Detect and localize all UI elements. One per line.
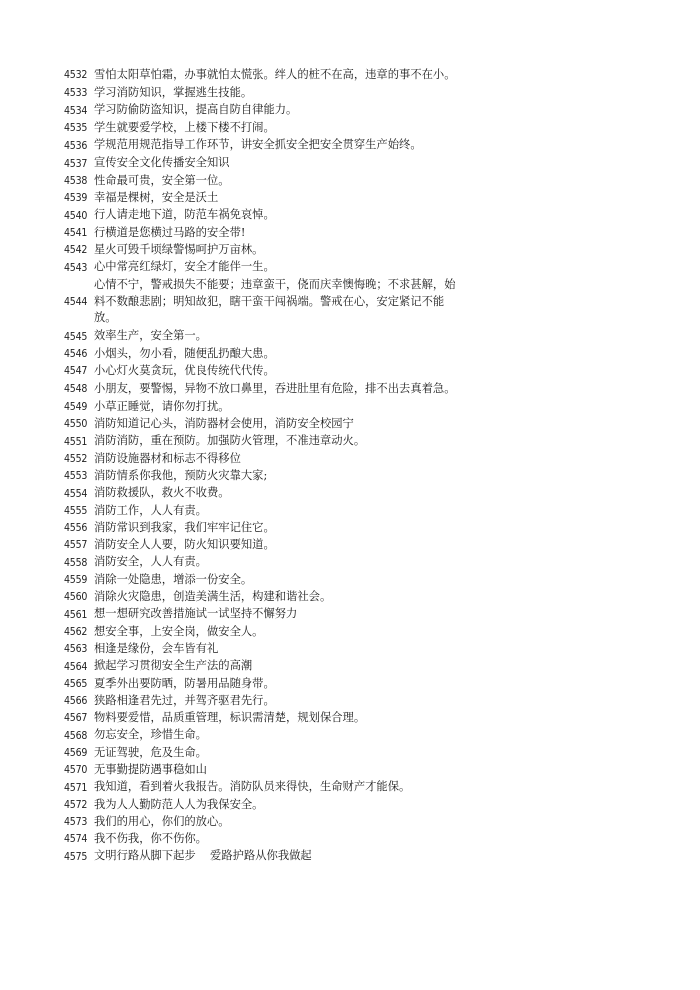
entry-text: 我知道，看到着火我报告。消防队员来得快，生命财产才能保。 xyxy=(94,780,411,794)
entry-number: 4550 xyxy=(64,418,88,431)
list-item xyxy=(64,242,456,259)
entry-text: 宣传安全文化传播安全知识 xyxy=(94,156,230,170)
list-item xyxy=(64,762,456,779)
entry-number: 4546 xyxy=(64,347,88,360)
entry-number: 4540 xyxy=(64,209,88,222)
entry-text: 狭路相逢君先过，并驾齐驱君先行。 xyxy=(94,693,275,707)
entry-text: 学习防偷防盗知识，提高自防自律能力。 xyxy=(94,103,298,117)
list-item xyxy=(64,66,456,85)
entry-text: 想一想研究改善措施试一试坚持不懈努力 xyxy=(94,607,298,621)
list-item xyxy=(64,450,456,467)
entry-number: 4536 xyxy=(64,139,88,152)
list-item xyxy=(64,102,456,119)
entry-text: 文明行路从脚下起步 爱路护路从你我做起 xyxy=(94,849,312,863)
entry-text: 小心灯火莫贪玩，优良传统代代传。 xyxy=(94,363,275,377)
list-item xyxy=(64,520,456,537)
list-item xyxy=(64,363,456,380)
entry-text: 学规范用规范指导工作环节，讲安全抓安全把安全贯穿生产始终。 xyxy=(94,138,422,152)
entry-number: 4552 xyxy=(64,452,88,465)
list-item xyxy=(64,85,456,102)
list-item xyxy=(64,380,456,399)
entry-number: 4534 xyxy=(64,104,88,117)
entry-text: 物料要爱惜，品质重管理，标识需清楚，规划保合理。 xyxy=(94,711,366,725)
entry-text: 小草正睡觉，请你勿打扰。 xyxy=(94,399,230,413)
entry-number: 4568 xyxy=(64,729,88,742)
entry-text: 小烟头，勿小看，随便乱扔酿大患。 xyxy=(94,346,275,360)
entry-text: 消防安全人人要，防火知识要知道。 xyxy=(94,538,275,552)
slogan-list xyxy=(64,66,456,865)
entry-text: 掀起学习贯彻安全生产法的高潮 xyxy=(94,659,253,673)
entry-text: 我们的用心，你们的放心。 xyxy=(94,814,230,828)
entry-number: 4544 xyxy=(64,296,88,309)
entry-text: 学生就要爱学校，上楼下楼不打闹。 xyxy=(94,120,275,134)
list-item xyxy=(64,328,456,345)
entry-number: 4555 xyxy=(64,504,88,517)
entry-number: 4535 xyxy=(64,121,88,134)
list-item xyxy=(64,796,456,813)
entry-number: 4545 xyxy=(64,330,88,343)
entry-text: 消防消防，重在预防。加强防火管理，不准违章动火。 xyxy=(94,434,366,448)
entry-number: 4533 xyxy=(64,87,88,100)
entry-number: 4554 xyxy=(64,487,88,500)
list-item xyxy=(64,119,456,136)
entry-text: 效率生产，安全第一。 xyxy=(94,329,207,343)
entry-number: 4541 xyxy=(64,226,88,239)
list-item xyxy=(64,675,456,692)
entry-number: 4571 xyxy=(64,781,88,794)
entry-text: 想安全事，上安全岗，做安全人。 xyxy=(94,624,264,638)
entry-number: 4553 xyxy=(64,470,88,483)
list-item xyxy=(64,692,456,709)
list-item xyxy=(64,468,456,485)
entry-text: 消防设施器材和标志不得移位 xyxy=(94,451,241,465)
list-item xyxy=(64,136,456,155)
entry-text: 我为人人勤防范人人为我保安全。 xyxy=(94,797,264,811)
entry-text: 幸福是棵树，安全是沃土 xyxy=(94,191,219,205)
entry-text: 消防工作，人人有责。 xyxy=(94,503,207,517)
entry-text: 我不伤我，你不伤你。 xyxy=(94,832,207,846)
list-item xyxy=(64,276,456,328)
entry-number: 4557 xyxy=(64,539,88,552)
entry-text: 消除一处隐患，增添一份安全。 xyxy=(94,572,253,586)
list-item xyxy=(64,224,456,241)
entry-number: 4566 xyxy=(64,695,88,708)
list-item xyxy=(64,485,456,502)
list-item xyxy=(64,554,456,571)
entry-number: 4548 xyxy=(64,383,88,396)
list-item xyxy=(64,571,456,588)
entry-text: 雪怕太阳草怕霜，办事就怕太慌张。绊人的桩不在高，违章的事不在小。 xyxy=(94,68,456,81)
entry-text: 无事勤提防遇事稳如山 xyxy=(94,763,207,776)
list-item xyxy=(64,345,456,362)
entry-number: 4562 xyxy=(64,625,88,638)
entry-text: 行人请走地下道，防范车祸免哀悼。 xyxy=(94,208,275,222)
list-item xyxy=(64,190,456,207)
entry-text: 勿忘安全，珍惜生命。 xyxy=(94,728,207,742)
entry-number: 4547 xyxy=(64,365,88,378)
entry-number: 4564 xyxy=(64,660,88,673)
entry-number: 4543 xyxy=(64,261,88,274)
list-item xyxy=(64,779,456,796)
entry-text: 无证驾驶，危及生命。 xyxy=(94,745,207,759)
entry-number: 4565 xyxy=(64,677,88,690)
entry-number: 4551 xyxy=(64,435,88,448)
entry-number: 4538 xyxy=(64,175,88,188)
entry-number: 4573 xyxy=(64,816,88,829)
list-item xyxy=(64,502,456,519)
list-item xyxy=(64,155,456,172)
entry-text: 心中常亮红绿灯，安全才能伴一生。 xyxy=(94,260,275,274)
list-item xyxy=(64,398,456,415)
entry-number: 4561 xyxy=(64,608,88,621)
list-item xyxy=(64,416,456,433)
entry-text: 消防知道记心头，消防器材会使用，消防安全校园宁 xyxy=(94,417,354,431)
list-item xyxy=(64,831,456,848)
list-item xyxy=(64,727,456,744)
entry-number: 4532 xyxy=(64,69,88,82)
entry-text: 学习消防知识，掌握逃生技能。 xyxy=(94,85,253,99)
entry-text: 消除火灾隐患，创造美满生活，构建和谐社会。 xyxy=(94,590,332,604)
list-item xyxy=(64,172,456,189)
entry-text: 相逢是缘份，会车皆有礼 xyxy=(94,641,219,655)
entry-number: 4560 xyxy=(64,591,88,604)
list-item xyxy=(64,606,456,623)
list-item xyxy=(64,623,456,640)
entry-number: 4549 xyxy=(64,401,88,414)
list-item xyxy=(64,433,456,450)
entry-text: 消防救援队，救火不收费。 xyxy=(94,486,230,500)
list-item xyxy=(64,207,456,224)
entry-number: 4574 xyxy=(64,833,88,846)
entry-number: 4556 xyxy=(64,522,88,535)
entry-text: 消防安全，人人有责。 xyxy=(94,555,207,569)
list-item xyxy=(64,658,456,675)
list-item xyxy=(64,589,456,606)
entry-number: 4575 xyxy=(64,850,88,863)
entry-number: 4569 xyxy=(64,747,88,759)
entry-number: 4570 xyxy=(64,764,88,777)
list-item xyxy=(64,744,456,761)
entry-number: 4572 xyxy=(64,798,88,811)
entry-text: 消防常识到我家，我们牢牢记住它。 xyxy=(94,520,275,534)
entry-number: 4558 xyxy=(64,556,88,569)
entry-text: 小朋友，要警惕，异物不放口鼻里，吞进肚里有危险，排不出去真着急。 xyxy=(94,381,456,395)
entry-number: 4563 xyxy=(64,643,88,656)
entry-text: 星火可毁千顷绿警惕呵护万亩林。 xyxy=(94,242,264,256)
list-item xyxy=(64,259,456,276)
entry-text: 行横道是您横过马路的安全带! xyxy=(94,225,246,239)
entry-number: 4537 xyxy=(64,157,88,170)
entry-text: 消防情系你我他，预防火灾靠大家; xyxy=(94,468,268,482)
list-item xyxy=(64,814,456,831)
entry-number: 4559 xyxy=(64,574,88,587)
list-item xyxy=(64,537,456,554)
entry-text: 性命最可贵，安全第一位。 xyxy=(94,173,230,187)
entry-number: 4542 xyxy=(64,244,88,257)
entry-text: 心情不宁，警戒损失不能要；违章蛮干，侥而庆幸懊悔晚；不求甚解，始料不数酿悲剧；明知故犯，瞎干蛮干闯祸端。警戒在心，安定紧记不能放。 xyxy=(94,278,456,325)
list-item xyxy=(64,848,456,865)
entry-number: 4539 xyxy=(64,192,88,205)
list-item xyxy=(64,641,456,658)
entry-text: 夏季外出要防晒，防暑用品随身带。 xyxy=(94,676,275,690)
list-item xyxy=(64,710,456,727)
entry-number: 4567 xyxy=(64,712,88,725)
